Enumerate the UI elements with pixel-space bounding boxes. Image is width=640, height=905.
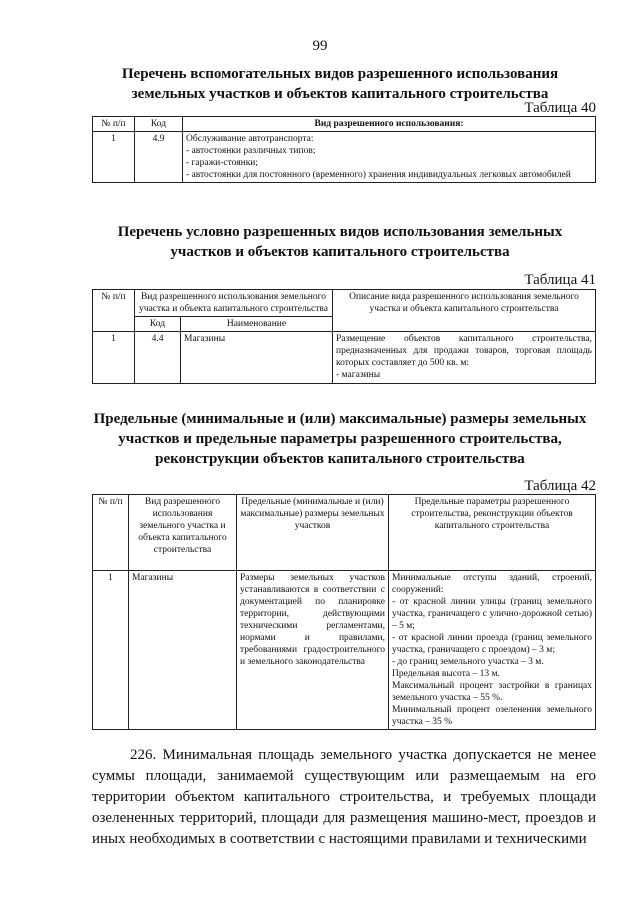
table-row xyxy=(93,132,596,183)
cell-sizes: Размеры земельных участков устанавливаются в соответствии с документацией по планировке территории, действующими техническими регламентами, нормами и правилами, требованиями градостроительного и земельного законодательства xyxy=(237,571,389,730)
table-41 xyxy=(92,289,596,384)
section-title-auxiliary-line2: земельных участков и объектов капитального строительства xyxy=(131,86,549,102)
page-number: 99 xyxy=(312,38,328,54)
header-params: Предельные параметры разрешенного строительства, реконструкции объектов капитального строительства xyxy=(389,495,596,571)
header-num: № п/п xyxy=(93,290,135,332)
table-header-row xyxy=(93,495,596,571)
cell-name: Магазины xyxy=(181,332,333,384)
header-name: Наименование xyxy=(181,317,333,332)
vid-line: - гаражи-стоянки; xyxy=(186,158,259,168)
table-row xyxy=(93,571,596,730)
vid-line: Обслуживание автотранспорта: xyxy=(186,134,314,144)
cell-num: 1 xyxy=(93,571,129,730)
header-sizes: Предельные (минимальные и (или) максимальные) размеры земельных участков xyxy=(237,495,389,571)
table-row xyxy=(93,332,596,384)
table-label-41: Таблица 41 xyxy=(524,272,596,288)
params-line: - от красной линии проезда (границ земельного участка, граничащего с проездом) – 3 м; xyxy=(392,633,592,655)
table-header-row xyxy=(93,117,596,132)
cell-desc xyxy=(333,332,596,384)
params-line: Максимальный процент застройки в границах земельного участка – 55 %. xyxy=(392,681,592,703)
header-num: № п/п xyxy=(93,117,135,132)
paragraph-text: 226. Минимальная площадь земельного участка допускается не менее суммы площади, занимаемой существующим или размещаемым на его территории объектом капитального строительства, и требуемых площади озелененных территорий, площади для размещения машино-мест, проездов и иных необходимых в соответствии с настоящими правилами и техническими xyxy=(92,747,596,847)
table-label-40: Таблица 40 xyxy=(524,100,596,116)
params-line: - от красной линии улицы (границ земельного участка, граничащего с улично-дорожной сетью) – 5 м; xyxy=(392,597,592,631)
desc-line: - магазины xyxy=(336,370,381,380)
header-vid: Вид разрешенного использования земельного участка и объекта капитального строительства xyxy=(135,290,333,317)
section-title-limits-line3: реконструкции объектов капитального строительства xyxy=(155,451,525,467)
cell-vid: Магазины xyxy=(129,571,237,730)
cell-num: 1 xyxy=(93,132,135,183)
body-paragraph-226 xyxy=(92,745,596,850)
vid-line: - автостоянки различных типов; xyxy=(186,146,316,156)
section-title-auxiliary-line1: Перечень вспомогательных видов разрешенного использования xyxy=(121,66,559,82)
params-line: Предельная высота – 13 м. xyxy=(392,669,500,679)
cell-vid xyxy=(183,132,596,183)
header-desc: Описание вида разрешенного использования земельного участка и объекта капитального строительства xyxy=(333,290,596,332)
table-42 xyxy=(92,494,596,730)
header-vid: Вид разрешенного использования: xyxy=(183,117,596,132)
header-vid: Вид разрешенного использования земельного участка и объекта капитального строительства xyxy=(129,495,237,571)
section-title-conditional-line1: Перечень условно разрешенных видов использования земельных xyxy=(117,224,563,240)
table-header-row xyxy=(93,290,596,317)
section-title-limits-line1: Предельные (минимальные и (или) максимальные) размеры земельных xyxy=(93,411,587,427)
table-label-42: Таблица 42 xyxy=(524,478,596,494)
params-line: - до границ земельного участка – 3 м. xyxy=(392,657,544,667)
header-num: № п/п xyxy=(93,495,129,571)
cell-code: 4.4 xyxy=(135,332,181,384)
params-line: Минимальный процент озеленения земельного участка – 35 % xyxy=(392,705,592,727)
table-40 xyxy=(92,116,596,183)
section-title-conditional-line2: участков и объектов капитального строительства xyxy=(170,244,510,260)
desc-line: Размещение объектов капитального строительства, предназначенных для продажи товаров, торговая площадь которых составляет до 500 кв. м: xyxy=(336,334,592,368)
section-title-limits-line2: участков и предельные параметры разрешенного строительства, xyxy=(118,431,562,447)
cell-num: 1 xyxy=(93,332,135,384)
cell-code: 4.9 xyxy=(135,132,183,183)
params-line: Минимальные отступы зданий, строений, сооружений: xyxy=(392,573,592,595)
cell-params xyxy=(389,571,596,730)
vid-line: - автостоянки для постоянного (временного) хранения индивидуальных легковых автомобилей xyxy=(186,170,571,180)
header-code: Код xyxy=(135,317,181,332)
header-code: Код xyxy=(135,117,183,132)
